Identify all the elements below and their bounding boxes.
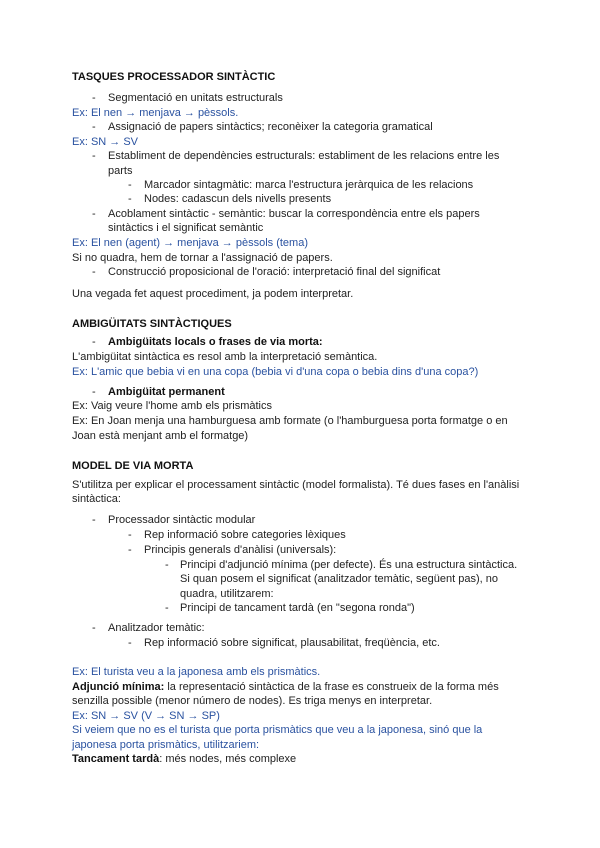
paragraph: Ex: Vaig veure l'home amb els prismàtics bbox=[72, 400, 272, 412]
list-item-cont: Si quan posem el significat (analitzador temàtic, següent pas), no bbox=[180, 573, 498, 585]
bullet-dash: - bbox=[92, 336, 96, 348]
list-item: Principis generals d'anàlisi (universals): bbox=[144, 544, 337, 556]
heading-tasques: TASQUES PROCESSADOR SINTÀCTIC bbox=[72, 71, 276, 83]
paragraph: Ex: En Joan menja una hamburguesa amb formate (o l'hamburguesa porta formatge o en bbox=[72, 415, 508, 427]
example-line: Ex: El nen (agent) → menjava → pèssols (tema) bbox=[72, 237, 308, 249]
paragraph: sintàctica: bbox=[72, 493, 121, 505]
list-item: Analitzador temàtic: bbox=[108, 622, 205, 634]
paragraph: senzilla possible (menor número de nodes). Es triga menys en interpretar. bbox=[72, 695, 433, 707]
term-definition: la representació sintàctica de la frase es construeix de la forma més bbox=[164, 681, 499, 693]
bullet-dash: - bbox=[128, 544, 132, 556]
term-label: Tancament tardà bbox=[72, 753, 160, 765]
bullet-dash: - bbox=[128, 637, 132, 649]
bullet-dash: - bbox=[128, 193, 132, 205]
heading-model-via-morta: MODEL DE VIA MORTA bbox=[72, 460, 194, 472]
example-line: japonesa porta prismàtics, utilitzariem: bbox=[72, 739, 260, 751]
example-line: Ex: El nen → menjava → pèssols. bbox=[72, 107, 239, 119]
list-item: Acoblament sintàctic - semàntic: buscar la correspondència entre els papers bbox=[108, 208, 480, 220]
paragraph: L'ambigüitat sintàctica es resol amb la interpretació semàntica. bbox=[72, 351, 378, 363]
paragraph bbox=[72, 752, 296, 767]
list-item: Principi d'adjunció mínima (per defecte). És una estructura sintàctica. bbox=[180, 559, 518, 571]
bullet-dash: - bbox=[92, 208, 96, 220]
example-line: Ex: L'amic que bebia vi en una copa (bebia vi d'una copa o bebia dins d'una copa?) bbox=[72, 366, 479, 378]
list-item: Rep informació sobre significat, plausabilitat, freqüència, etc. bbox=[144, 637, 440, 649]
list-item-cont: sintàctics i el significat semàntic bbox=[108, 222, 264, 234]
term-label: Adjunció mínima: bbox=[72, 681, 165, 693]
example-line: Si veiem que no es el turista que porta prismàtics que veu a la japonesa, sinó que la bbox=[72, 724, 483, 736]
paragraph: Una vegada fet aquest procediment, ja podem interpretar. bbox=[72, 288, 354, 300]
bullet-dash: - bbox=[92, 121, 96, 133]
bullet-dash: - bbox=[92, 92, 96, 104]
list-item: Segmentació en unitats estructurals bbox=[108, 92, 283, 104]
paragraph: Joan està menjant amb el formatge) bbox=[72, 430, 249, 442]
subheading: Ambigüitats locals o frases de via morta: bbox=[108, 336, 323, 348]
list-item: Processador sintàctic modular bbox=[108, 514, 256, 526]
bullet-dash: - bbox=[92, 386, 96, 398]
list-item-cont: quadra, utilitzarem: bbox=[180, 588, 274, 600]
list-item: Rep informació sobre categories lèxiques bbox=[144, 529, 346, 541]
bullet-dash: - bbox=[92, 266, 96, 278]
subheading: Ambigüitat permanent bbox=[108, 386, 225, 398]
example-line: Ex: El turista veu a la japonesa amb els prismàtics. bbox=[72, 666, 321, 678]
bullet-dash: - bbox=[165, 559, 169, 571]
list-item: Principi de tancament tardà (en "segona ronda") bbox=[180, 602, 415, 614]
bullet-dash: - bbox=[92, 150, 96, 162]
heading-ambiguitats: AMBIGÜITATS SINTÀCTIQUES bbox=[72, 318, 232, 330]
paragraph: S'utilitza per explicar el processament sintàctic (model formalista). Té dues fases en l'anàlisi bbox=[72, 479, 520, 491]
term-definition: : més nodes, més complexe bbox=[159, 753, 297, 765]
list-item: Assignació de papers sintàctics; reconèixer la categoria gramatical bbox=[108, 121, 433, 133]
example-line: Ex: SN → SV bbox=[72, 136, 139, 148]
bullet-dash: - bbox=[92, 622, 96, 634]
list-item-cont: parts bbox=[108, 165, 133, 177]
bullet-dash: - bbox=[128, 529, 132, 541]
list-item: Establiment de dependències estructurals: establiment de les relacions entre les bbox=[108, 150, 500, 162]
example-line: Ex: SN → SV (V → SN → SP) bbox=[72, 710, 220, 722]
list-item: Nodes: cadascun dels nivells presents bbox=[144, 193, 332, 205]
bullet-dash: - bbox=[128, 179, 132, 191]
paragraph: Si no quadra, hem de tornar a l'assignació de papers. bbox=[72, 252, 333, 264]
bullet-dash: - bbox=[92, 514, 96, 526]
list-item: Marcador sintagmàtic: marca l'estructura jeràrquica de les relacions bbox=[144, 179, 474, 191]
paragraph bbox=[72, 680, 499, 695]
list-item: Construcció proposicional de l'oració: interpretació final del significat bbox=[108, 266, 441, 278]
bullet-dash: - bbox=[165, 602, 169, 614]
